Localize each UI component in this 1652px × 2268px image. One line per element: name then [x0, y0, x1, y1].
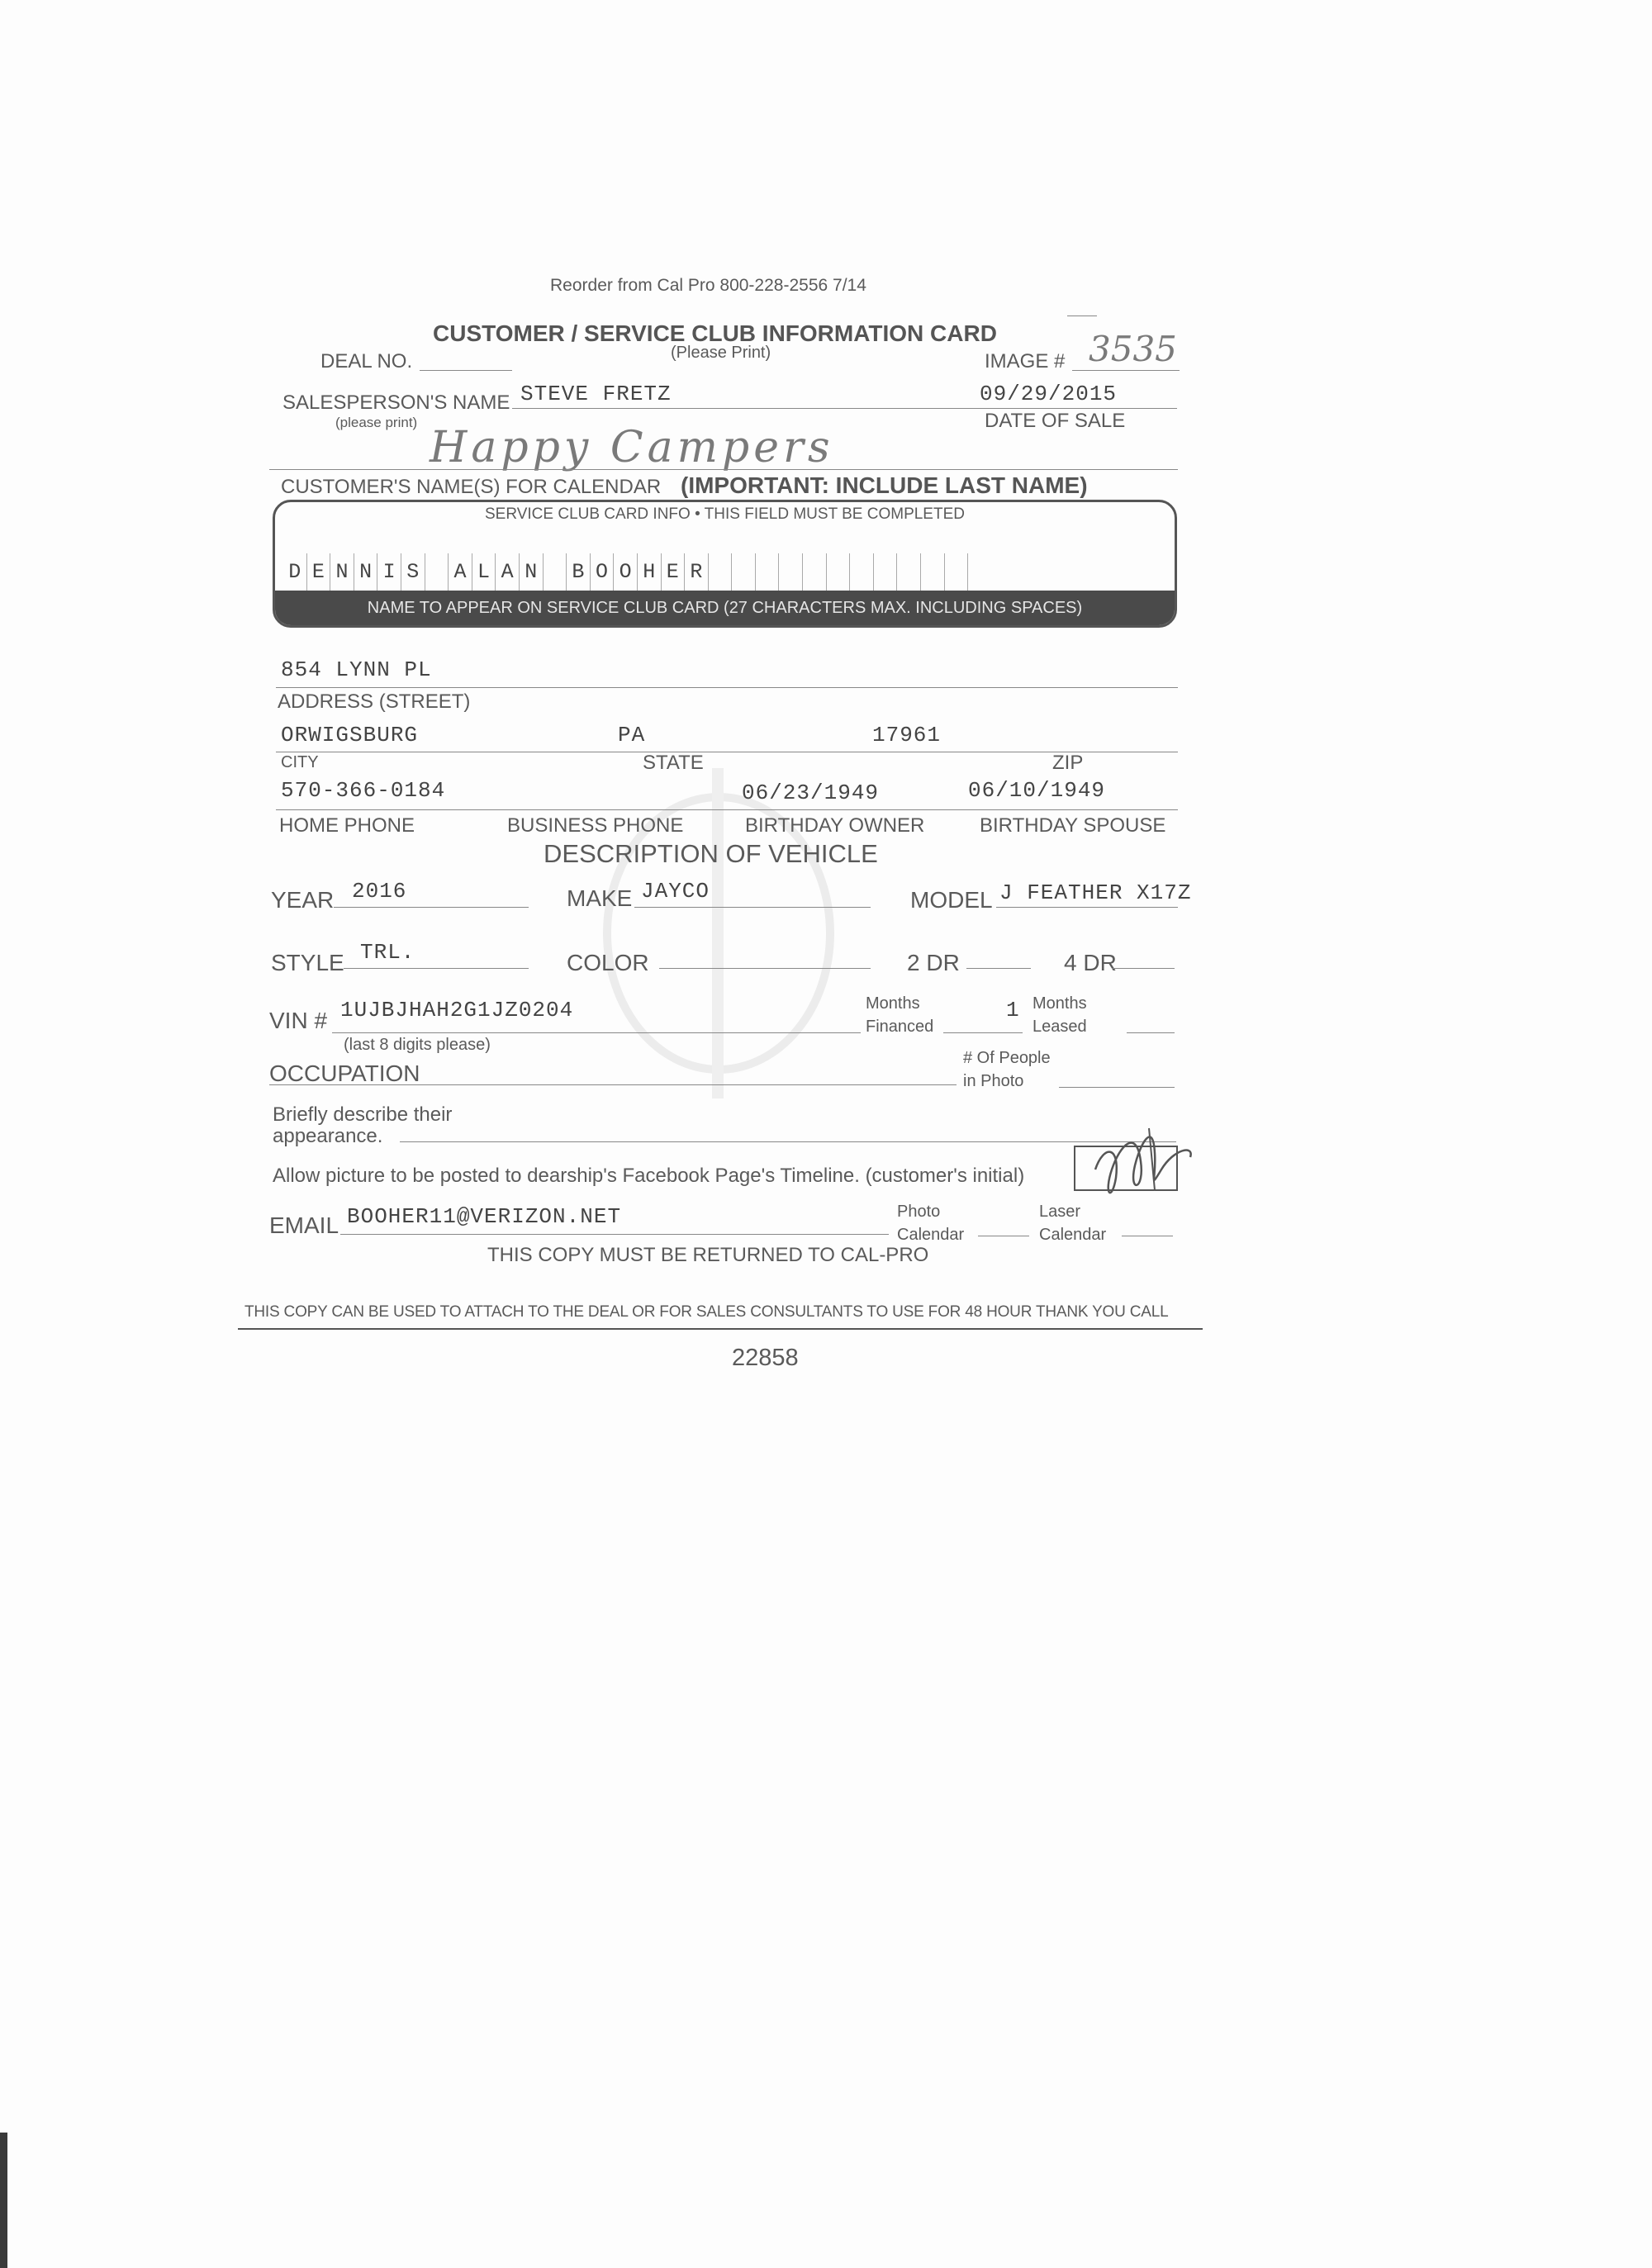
- service-club-cell: A: [449, 553, 472, 591]
- service-club-header: SERVICE CLUB CARD INFO • THIS FIELD MUST BE COMPLETED: [485, 505, 965, 523]
- color-label: COLOR: [567, 950, 649, 975]
- service-club-cell: [544, 553, 567, 591]
- salesperson-line: [512, 408, 1177, 409]
- important-note: (IMPORTANT: INCLUDE LAST NAME): [681, 472, 1088, 498]
- service-club-cell: N: [520, 553, 544, 591]
- image-no-line: [1072, 370, 1180, 371]
- style-label: STYLE: [271, 950, 344, 975]
- year-value: 2016: [352, 879, 407, 904]
- occupation-line: [269, 1084, 957, 1085]
- form-number: 22858: [732, 1345, 799, 1371]
- two-door-line: [966, 968, 1031, 969]
- service-club-cell: [732, 553, 756, 591]
- home-phone-value: 570-366-0184: [281, 778, 446, 803]
- vin-line: [332, 1032, 861, 1033]
- service-club-cell: [756, 553, 780, 591]
- birthday-spouse-label: BIRTHDAY SPOUSE: [980, 814, 1166, 837]
- deal-no-line: [420, 370, 512, 371]
- please-print-note: (Please Print): [671, 344, 771, 362]
- style-line: [344, 968, 529, 969]
- service-club-cell: [425, 553, 449, 591]
- vehicle-section-title: DESCRIPTION OF VEHICLE: [544, 839, 878, 868]
- return-note: THIS COPY MUST BE RETURNED TO CAL-PRO: [487, 1244, 929, 1266]
- year-line: [334, 907, 529, 908]
- customer-initial-signature: [1070, 1112, 1203, 1211]
- birthday-spouse-value: 06/10/1949: [968, 778, 1106, 803]
- contact-line: [276, 809, 1178, 810]
- state-label: STATE: [643, 752, 704, 774]
- image-no-label: IMAGE #: [985, 350, 1066, 372]
- four-door-label: 4 DR: [1064, 950, 1117, 975]
- deal-no-label: DEAL NO.: [320, 350, 413, 372]
- vin-value: 1UJBJHAH2G1JZ0204: [340, 998, 574, 1022]
- model-value: J FEATHER X17Z: [999, 880, 1192, 905]
- service-club-cell: B: [567, 553, 591, 591]
- calendar-name-value: Happy Campers: [430, 423, 834, 472]
- laser-calendar-label-2: Calendar: [1039, 1226, 1107, 1244]
- occupation-label: OCCUPATION: [269, 1060, 420, 1086]
- service-club-cell: [874, 553, 898, 591]
- birthday-owner-label: BIRTHDAY OWNER: [745, 814, 925, 837]
- model-line: [996, 907, 1178, 908]
- reorder-info: Reorder from Cal Pro 800-228-2556 7/14: [550, 276, 866, 295]
- two-door-label: 2 DR: [907, 950, 960, 975]
- vin-label: VIN #: [269, 1008, 328, 1033]
- business-phone-label: BUSINESS PHONE: [507, 814, 684, 837]
- service-club-cell: A: [496, 553, 520, 591]
- months-leased-label-2: Leased: [1032, 1018, 1087, 1036]
- service-club-cell: E: [662, 553, 686, 591]
- home-phone-label: HOME PHONE: [279, 814, 415, 837]
- people-line: [1059, 1087, 1175, 1088]
- photo-calendar-label-2: Calendar: [897, 1226, 965, 1244]
- email-line: [340, 1234, 889, 1235]
- state-value: PA: [618, 723, 646, 747]
- describe-label-1: Briefly describe their: [273, 1103, 453, 1126]
- months-financed-label-2: Financed: [866, 1018, 934, 1036]
- city-value: ORWIGSBURG: [281, 723, 419, 747]
- model-label: MODEL: [910, 887, 993, 913]
- calendar-name-label: CUSTOMER'S NAME(S) FOR CALENDAR: [281, 476, 662, 498]
- months-leased-value: 1: [1006, 998, 1020, 1022]
- zip-value: 17961: [872, 723, 942, 747]
- four-door-line: [1112, 968, 1175, 969]
- facebook-consent-label: Allow picture to be posted to dearship's Facebook Page's Timeline. (customer's initial): [273, 1165, 1025, 1187]
- people-label-2: in Photo: [963, 1072, 1024, 1090]
- make-line: [634, 907, 871, 908]
- service-club-cell: [803, 553, 827, 591]
- service-club-cell: I: [377, 553, 401, 591]
- financed-line: [943, 1032, 1023, 1033]
- photo-calendar-label-1: Photo: [897, 1203, 941, 1221]
- service-club-cell: O: [591, 553, 615, 591]
- service-club-cell: N: [330, 553, 354, 591]
- months-financed-label-1: Months: [866, 994, 920, 1013]
- street-label: ADDRESS (STREET): [278, 690, 471, 713]
- form-title: CUSTOMER / SERVICE CLUB INFORMATION CARD: [433, 320, 997, 346]
- service-club-cell: [850, 553, 874, 591]
- service-club-cell: E: [307, 553, 331, 591]
- vin-hint: (last 8 digits please): [344, 1036, 491, 1054]
- city-label: CITY: [281, 753, 319, 771]
- footer-rule: [238, 1328, 1203, 1330]
- watermark-logo-stem: [712, 768, 724, 1098]
- service-club-cell: N: [354, 553, 378, 591]
- service-club-card-box: [273, 500, 1177, 628]
- describe-line: [400, 1141, 1176, 1142]
- service-club-cell: [827, 553, 851, 591]
- people-label-1: # Of People: [963, 1049, 1051, 1067]
- email-label: EMAIL: [269, 1212, 339, 1238]
- salesperson-label: SALESPERSON'S NAME: [282, 391, 510, 414]
- service-club-cell: [945, 553, 969, 591]
- service-club-cell: R: [685, 553, 709, 591]
- date-of-sale-value: 09/29/2015: [980, 382, 1118, 406]
- zip-label: ZIP: [1052, 752, 1084, 774]
- color-line: [659, 968, 871, 969]
- birthday-owner-value: 06/23/1949: [742, 781, 880, 805]
- service-club-cell: [897, 553, 921, 591]
- make-label: MAKE: [567, 885, 633, 911]
- leased-line: [1127, 1032, 1175, 1033]
- service-club-cell: [779, 553, 803, 591]
- make-value: JAYCO: [641, 879, 710, 904]
- service-club-cell: H: [638, 553, 662, 591]
- date-of-sale-label: DATE OF SALE: [985, 410, 1126, 432]
- scan-edge-mark: [0, 2133, 7, 2268]
- service-club-cell: [921, 553, 945, 591]
- street-line: [276, 687, 1178, 688]
- service-club-cell: [709, 553, 733, 591]
- footer-note: THIS COPY CAN BE USED TO ATTACH TO THE DEAL OR FOR SALES CONSULTANTS TO USE FOR 48 HOUR THANK YOU CALL: [244, 1303, 1169, 1321]
- street-value: 854 LYNN PL: [281, 657, 432, 682]
- service-club-cell: L: [472, 553, 496, 591]
- months-leased-label-1: Months: [1032, 994, 1087, 1013]
- salesperson-sublabel: (please print): [335, 415, 418, 430]
- salesperson-value: STEVE FRETZ: [520, 382, 672, 406]
- year-label: YEAR: [271, 887, 335, 913]
- calendar-name-line: [269, 469, 1178, 470]
- service-club-cell: D: [283, 553, 307, 591]
- describe-label-2: appearance.: [273, 1125, 383, 1147]
- email-value: BOOHER11@VERIZON.NET: [347, 1204, 622, 1229]
- image-no-value: 3535: [1089, 329, 1177, 369]
- service-club-cell: S: [401, 553, 425, 591]
- laser-calendar-label-1: Laser: [1039, 1203, 1081, 1221]
- service-club-footer: NAME TO APPEAR ON SERVICE CLUB CARD (27 CHARACTERS MAX. INCLUDING SPACES): [275, 591, 1175, 625]
- style-value: TRL.: [360, 940, 415, 965]
- service-club-cell: O: [614, 553, 638, 591]
